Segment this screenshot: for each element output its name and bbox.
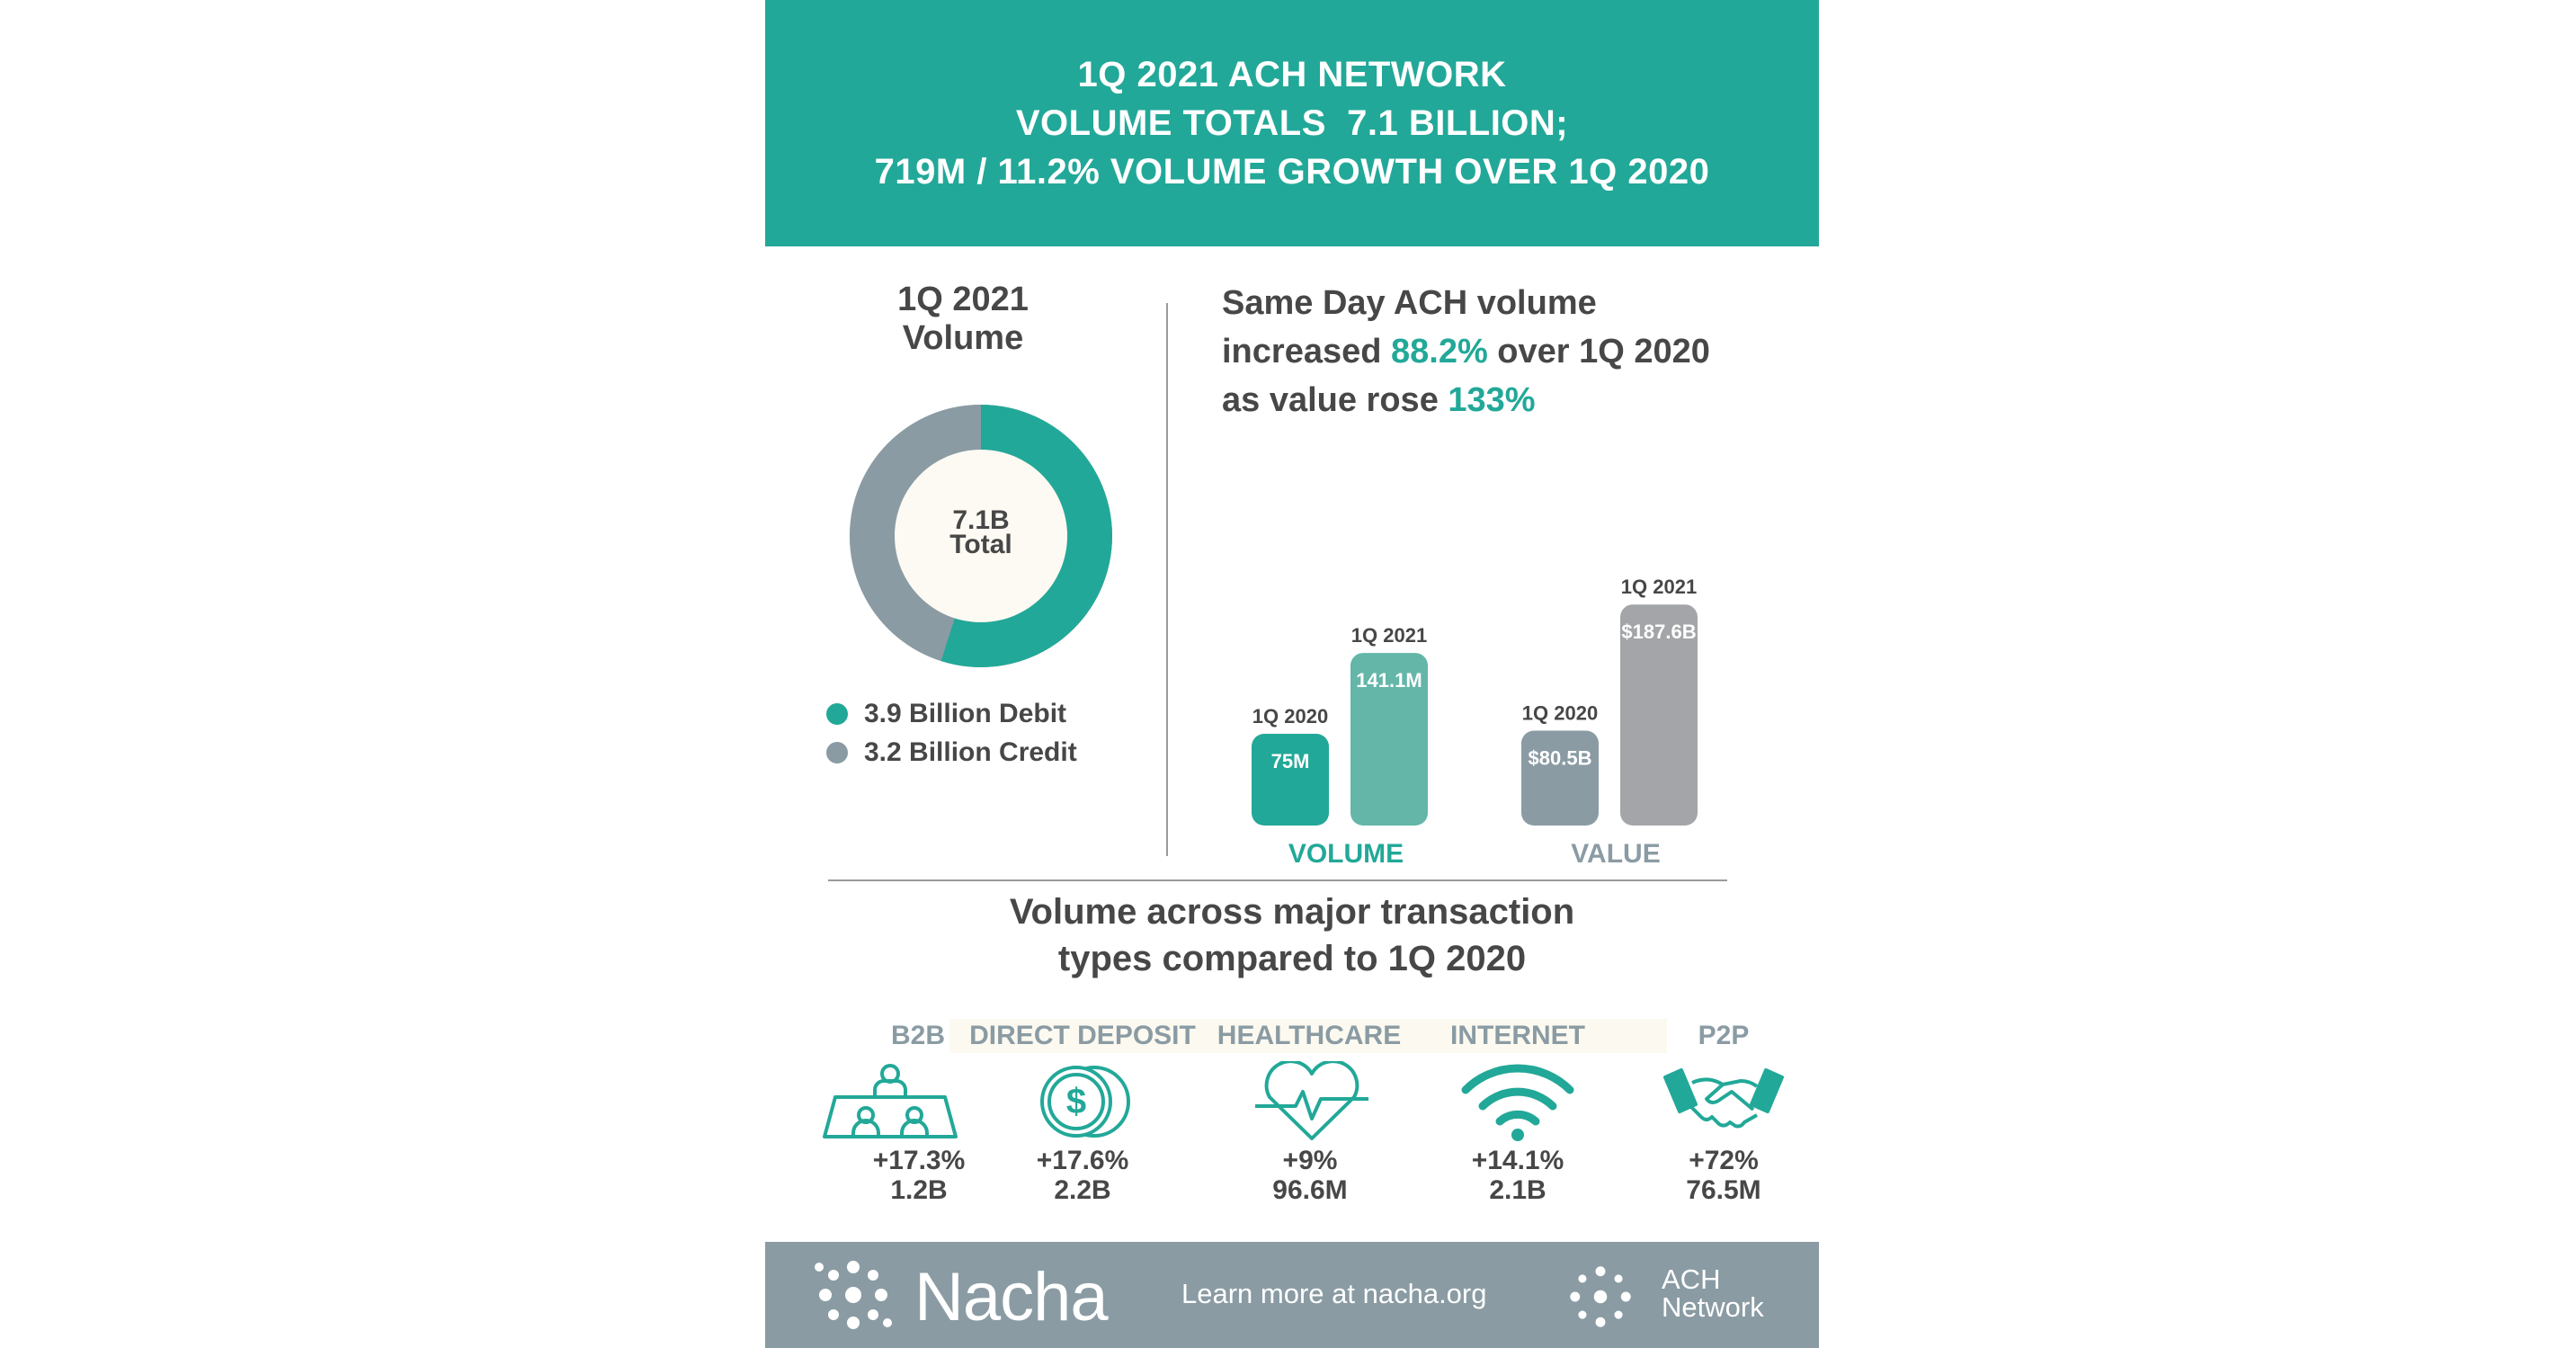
infographic-card [765, 0, 1819, 1348]
header-line-3: 719M / 11.2% VOLUME GROWTH OVER 1Q 2020 [874, 152, 1710, 192]
value-bar-category-label-0: 1Q 2020 [1521, 701, 1599, 725]
heartbeat-icon [1244, 1061, 1379, 1142]
section-divider-horizontal [828, 879, 1727, 881]
sameday-bar-charts [765, 0, 1819, 899]
ach-network-label-line-1: ACH [1662, 1263, 1721, 1295]
stat-direct-deposit-volume: 2.2B [1054, 1175, 1111, 1205]
transactions-title-line-2: types compared to 1Q 2020 [1057, 939, 1527, 978]
ach-network-label [1662, 1265, 1764, 1321]
category-label-internet: INTERNET [1450, 1021, 1585, 1050]
learn-more-link[interactable]: Learn more at nacha.org [1181, 1278, 1487, 1309]
ach-network-logo-icon [1562, 1260, 1639, 1334]
donut-center-label: Total [949, 530, 1012, 559]
volume-panel-title: 1Q 2021 Volume [897, 281, 1029, 357]
stat-b2b [829, 1146, 1009, 1205]
value-axis-label: VALUE [1571, 839, 1661, 869]
stat-healthcare [1220, 1146, 1400, 1205]
sameday-value-growth: 133% [1448, 381, 1536, 419]
stat-direct-deposit [993, 1146, 1172, 1205]
stat-internet-growth: +14.1% [1471, 1146, 1564, 1175]
legend-debit-label: 3.9 Billion Debit [864, 699, 1067, 728]
volume-axis-label: VOLUME [1288, 839, 1404, 869]
donut-center-value: 7.1B [952, 505, 1010, 535]
nacha-wordmark: Nacha [914, 1259, 1108, 1335]
value-bar-0 [1521, 731, 1599, 826]
wifi-icon [1450, 1061, 1585, 1142]
header-line-2: VOLUME TOTALS 7.1 BILLION; [1015, 103, 1569, 143]
transactions-title-line-1: Volume across major transaction [1009, 892, 1575, 932]
stat-b2b-volume: 1.2B [890, 1175, 948, 1205]
stat-p2p-growth: +72% [1689, 1146, 1759, 1175]
volume-bar-category-label-1: 1Q 2021 [1350, 624, 1428, 647]
sameday-line-2-suffix: over 1Q 2020 [1487, 333, 1710, 370]
sameday-line-3-prefix: as value rose [1222, 381, 1448, 419]
value-bar-value-label-0: $80.5B [1528, 746, 1592, 770]
stat-direct-deposit-growth: +17.6% [1036, 1146, 1129, 1175]
ach-network-label-line-2: Network [1662, 1291, 1764, 1323]
volume-bar-0 [1252, 734, 1329, 826]
stat-healthcare-growth: +9% [1282, 1146, 1338, 1175]
sameday-line-1: Same Day ACH volume [1222, 284, 1597, 322]
volume-bar-value-label-1: 141.1M [1356, 669, 1422, 692]
sameday-volume-growth: 88.2% [1391, 333, 1488, 370]
meeting-table-icon [823, 1061, 958, 1142]
sameday-line-2-prefix: increased [1222, 333, 1391, 370]
category-label-direct-deposit: DIRECT DEPOSIT [969, 1021, 1196, 1050]
stat-p2p [1634, 1146, 1814, 1205]
header-line-1: 1Q 2021 ACH NETWORK [1077, 55, 1507, 94]
stat-internet-volume: 2.1B [1489, 1175, 1546, 1205]
handshake-icon [1656, 1061, 1791, 1142]
category-label-healthcare: HEALTHCARE [1217, 1021, 1402, 1050]
volume-bar-category-label-0: 1Q 2020 [1252, 705, 1329, 728]
dollar-coins-icon [1015, 1061, 1150, 1142]
stat-b2b-growth: +17.3% [872, 1146, 966, 1175]
value-bar-value-label-1: $187.6B [1621, 620, 1697, 644]
value-bar-category-label-1: 1Q 2021 [1620, 576, 1698, 599]
volume-bar-value-label-0: 75M [1270, 750, 1310, 772]
stat-internet [1428, 1146, 1608, 1205]
footer-bar [765, 1242, 1819, 1348]
category-label-b2b: B2B [890, 1021, 945, 1050]
stat-healthcare-volume: 96.6M [1272, 1175, 1348, 1205]
nacha-logo-icon [812, 1254, 895, 1335]
stat-p2p-volume: 76.5M [1686, 1175, 1761, 1205]
legend-credit-label: 3.2 Billion Credit [864, 737, 1077, 767]
transactions-title [765, 888, 1819, 982]
svg-text:$: $ [1065, 1082, 1087, 1121]
category-label-p2p: P2P [1698, 1021, 1750, 1050]
